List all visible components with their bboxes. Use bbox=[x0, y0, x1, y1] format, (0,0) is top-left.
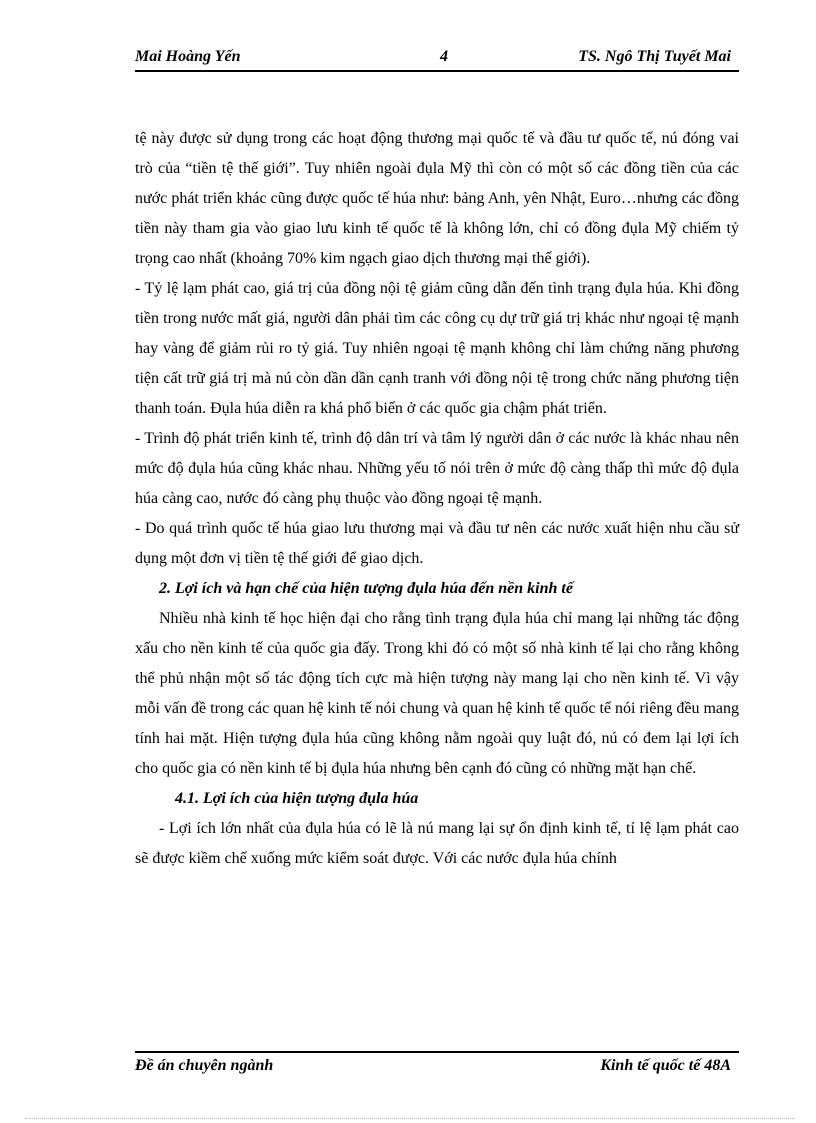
paragraph-inflation: - Tỷ lệ lạm phát cao, giá trị của đồng nội tệ giảm cũng dẫn đến tình trạng đụla húa. Khi đồng tiền trong nước mất giá, người dân phải tìm các công cụ dự trữ giá trị khác như ngoại tệ mạnh hay vàng để giảm rủi ro tỷ giá. Tuy nhiên ngoại tệ mạnh không chỉ làm chứng năng phương tiện cất trữ giá trị mà nú còn dần dần cạnh tranh với đồng nội tệ trong chức năng phương tiện thanh toán. Đụla húa diễn ra khá phổ biến ở các quốc gia chậm phát triển. bbox=[135, 280, 739, 417]
page-number: 4 bbox=[440, 48, 448, 65]
footer-class: Kinh tế quốc tế 48A bbox=[600, 1057, 731, 1074]
paragraph-continuation: tệ này được sử dụng trong các hoạt động thương mại quốc tế và đầu tư quốc tế, nú đóng vai trò của “tiền tệ thế giới”. Tuy nhiên ngoài đụla Mỹ thì còn có một số các đồng tiền của các nước phát triển khác cũng được quốc tế húa như: bảng Anh, yên Nhật, Euro…nhưng các đồng tiền này tham gia vào giao lưu kinh tế quốc tế là không lớn, chỉ có đồng đụla Mỹ chiếm tỷ trọng cao nhất (khoảng 70% kim ngạch giao dịch thương mại thế giới). bbox=[135, 130, 739, 267]
header-author: Mai Hoàng Yến bbox=[135, 48, 241, 65]
paragraph-development-level: - Trình độ phát triển kinh tế, trình độ dân trí và tâm lý người dân ở các nước là khác nhau nên mức độ đụla húa cũng khác nhau. Những yếu tố nói trên ở mức độ càng thấp thì mức độ đụla húa càng cao, nước đó càng phụ thuộc vào đồng ngoại tệ mạnh. bbox=[135, 430, 739, 507]
section-heading-4-1: 4.1. Lợi ích của hiện tượng đụla húa bbox=[175, 790, 419, 807]
paragraph-internationalization: - Do quá trình quốc tế húa giao lưu thương mại và đầu tư nên các nước xuất hiện nhu cầu sử dụng một đơn vị tiền tệ thế giới để giao dịch. bbox=[135, 520, 739, 567]
paragraph-benefit-stability: - Lợi ích lớn nhất của đụla húa có lẽ là nú mang lại sự ổn định kinh tế, tỉ lệ lạm phát cao sẽ được kiềm chế xuống mức kiểm soát được. Với các nước đụla húa chính bbox=[135, 820, 739, 867]
page-footer bbox=[135, 1051, 739, 1077]
section-heading-2: 2. Lợi ích và hạn chế của hiện tượng đụla húa đến nền kinh tế bbox=[159, 580, 573, 597]
document-body bbox=[135, 124, 739, 874]
page-edge-divider bbox=[25, 1118, 795, 1119]
paragraph-benefits-intro: Nhiều nhà kinh tế học hiện đại cho rằng tình trạng đụla húa chỉ mang lại những tác động xấu cho nền kinh tế của quốc gia đấy. Trong khi đó có một số nhà kinh tế lại cho rằng không thể phủ nhận một số tác động tích cực mà hiện tượng này mang lại cho nền kinh tế. Vì vậy mỗi vấn đề trong các quan hệ kinh tế nói chung và quan hệ kinh tế quốc tế nói riêng đều mang tính hai mặt. Hiện tượng đụla húa cũng không nằm ngoài quy luật đó, nú có đem lại lợi ích cho quốc gia có nền kinh tế bị đụla húa nhưng bên cạnh đó cũng có những mặt hạn chế. bbox=[135, 610, 739, 777]
page-header bbox=[135, 48, 739, 72]
footer-course: Đề án chuyên ngành bbox=[135, 1057, 274, 1074]
header-supervisor: TS. Ngô Thị Tuyết Mai bbox=[578, 48, 731, 65]
